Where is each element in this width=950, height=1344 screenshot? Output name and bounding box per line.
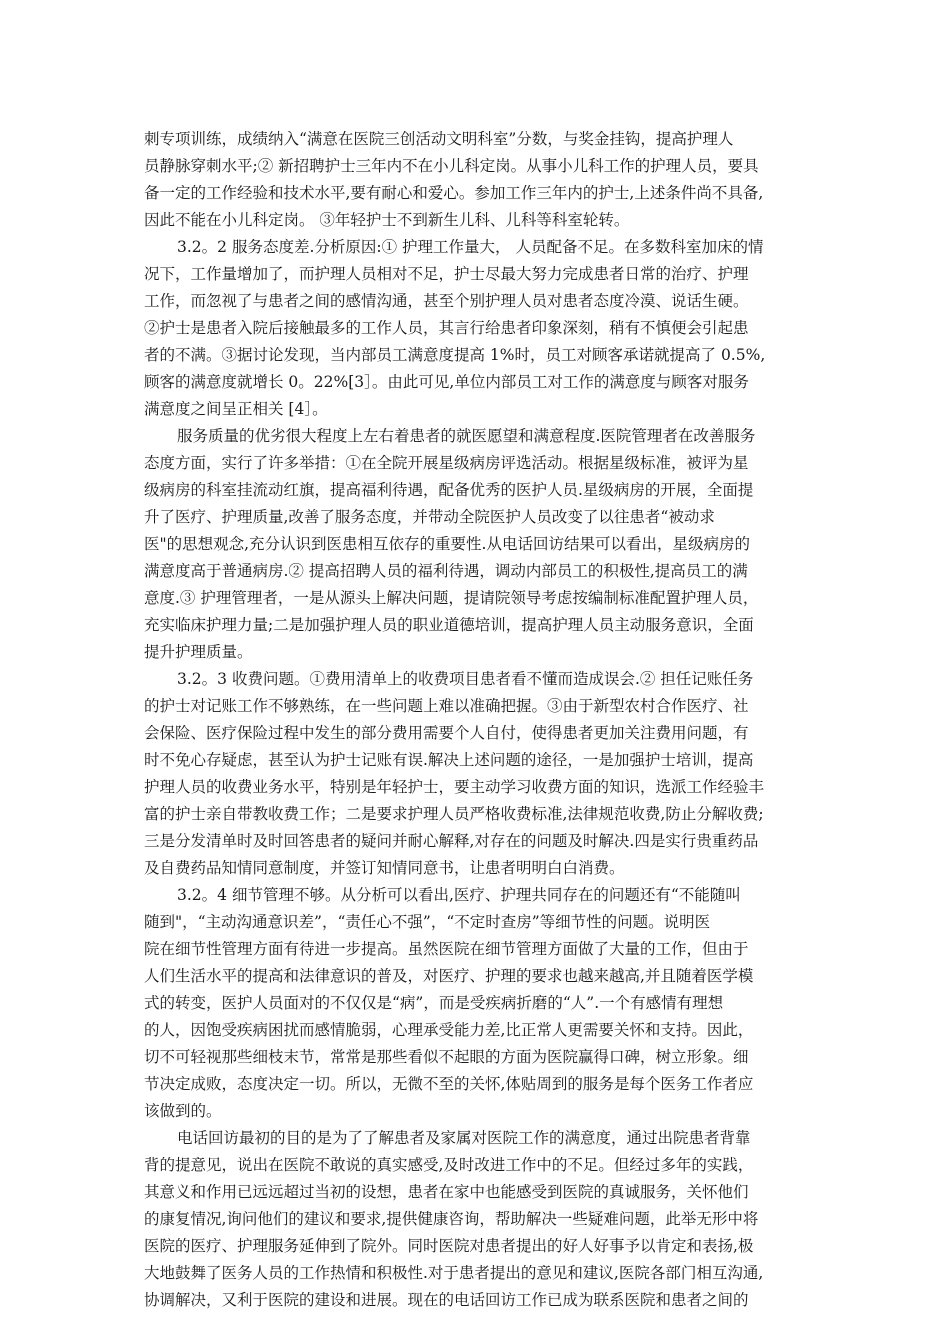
text-line: 人们生活水平的提高和法律意识的普及，对医疗、护理的要求也越来越高,并且随着医学模 — [144, 967, 754, 985]
text-line: 随到"，“主动沟通意识差”，“责任心不强”，“不定时查房”等细节性的问题。说明医 — [144, 913, 711, 931]
text-line: 提升护理质量。 — [144, 643, 253, 661]
text-line: 时不免心存疑虑，甚至认为护士记账有误.解决上述问题的途径，一是加强护士培训，提高 — [144, 751, 754, 769]
text-line: 升了医疗、护理质量,改善了服务态度，并带动全院医护人员改变了以往患者“被动求 — [144, 508, 715, 526]
text-line: 顾客的满意度就增长 0。22%[3］。由此可见,单位内部员工对工作的满意度与顾客对服务 — [144, 373, 749, 391]
text-line: 工作，而忽视了与患者之间的感情沟通，甚至个别护理人员对患者态度冷漠、说话生硬。 — [144, 292, 749, 310]
text-line: 式的转变，医护人员面对的不仅仅是“病”，而是受疾病折磨的“人”.一个有感情有理想 — [144, 994, 724, 1012]
text-line: 备一定的工作经验和技术水平,要有耐心和爱心。参加工作三年内的护士,上述条件尚不具备, — [144, 184, 764, 202]
text-line: 3.2。2 服务态度差.分析原因:① 护理工作量大， 人员配备不足。在多数科室加床的情 — [177, 238, 764, 256]
text-line: 协调解决，又利于医院的建设和进展。现在的电话回访工作已成为联系医院和患者之间的 — [144, 1291, 749, 1309]
text-line: 刺专项训练，成绩纳入“满意在医院三创活动文明科室”分数，与奖金挂钩，提高护理人 — [144, 130, 734, 148]
text-line: 满意度之间呈正相关 [4］。 — [144, 400, 328, 418]
text-line: 切不可轻视那些细枝末节，常常是那些看似不起眼的方面为医院赢得口碑，树立形象。细 — [144, 1048, 749, 1066]
text-line: 院在细节性管理方面有待进一步提高。虽然医院在细节管理方面做了大量的工作，但由于 — [144, 940, 749, 958]
text-line: 级病房的科室挂流动红旗，提高福利待遇，配备优秀的医护人员.星级病房的开展，全面提 — [144, 481, 754, 499]
paragraph-p5 — [144, 882, 814, 1125]
text-line: 三是分发清单时及时回答患者的疑问并耐心解释,对存在的问题及时解决.四是实行贵重药品 — [144, 832, 759, 850]
text-line: 3.2。4 细节管理不够。从分析可以看出,医疗、护理共同存在的问题还有“不能随叫 — [177, 886, 741, 904]
document-page — [144, 126, 814, 1314]
text-line: 大地鼓舞了医务人员的工作热情和积极性.对于患者提出的意见和建议,医院各部门相互沟通, — [144, 1264, 764, 1282]
text-line: 富的护士亲自带教收费工作；二是要求护理人员严格收费标准,法律规范收费,防止分解收费; — [144, 805, 764, 823]
text-line: 该做到的。 — [144, 1102, 222, 1120]
text-line: 医"的思想观念,充分认识到医患相互依存的重要性.从电话回访结果可以看出，星级病房的 — [144, 535, 750, 553]
text-line: ②护士是患者入院后接触最多的工作人员，其言行给患者印象深刻，稍有不慎便会引起患 — [144, 319, 749, 337]
text-line: 充实临床护理力量;二是加强护理人员的职业道德培训，提高护理人员主动服务意识，全面 — [144, 616, 754, 634]
paragraph-p4 — [144, 666, 814, 882]
text-line: 满意度高于普通病房.② 提高招聘人员的福利待遇，调动内部员工的积极性,提高员工的满 — [144, 562, 748, 580]
text-line: 及自费药品知情同意制度，并签订知情同意书，让患者明明白白消费。 — [144, 859, 625, 877]
text-line: 3.2。3 收费问题。①费用清单上的收费项目患者看不懂而造成误会.② 担任记账任务 — [177, 670, 754, 688]
text-line: 的人，因饱受疾病困扰而感情脆弱，心理承受能力差,比正常人更需要关怀和支持。因此， — [144, 1021, 754, 1039]
text-line: 节决定成败，态度决定一切。所以，无微不至的关怀,体贴周到的服务是每个医务工作者应 — [144, 1075, 754, 1093]
text-line: 医院的医疗、护理服务延伸到了院外。同时医院对患者提出的好人好事予以肯定和表扬,极 — [144, 1237, 754, 1255]
text-line: 电话回访最初的目的是为了了解患者及家属对医院工作的满意度，通过出院患者背靠 — [177, 1129, 751, 1147]
text-line: 背的提意见，说出在医院不敢说的真实感受,及时改进工作中的不足。但经过多年的实践， — [144, 1156, 754, 1174]
text-line: 的护士对记账工作不够熟练，在一些问题上难以准确把握。③由于新型农村合作医疗、社 — [144, 697, 749, 715]
text-line: 会保险、医疗保险过程中发生的部分费用需要个人自付，使得患者更加关注费用问题，有 — [144, 724, 749, 742]
text-line: 意度.③ 护理管理者，一是从源头上解决问题，提请院领导考虑按编制标准配置护理人员， — [144, 589, 759, 607]
text-line: 态度方面，实行了许多举措：①在全院开展星级病房评选活动。根据星级标准，被评为星 — [144, 454, 749, 472]
paragraph-p1 — [144, 126, 814, 234]
text-line: 的康复情况,询问他们的建议和要求,提供健康咨询，帮助解决一些疑难问题，此举无形中将 — [144, 1210, 759, 1228]
text-line: 因此不能在小儿科定岗。 ③年轻护士不到新生儿科、儿科等科室轮转。 — [144, 211, 630, 229]
paragraph-p3 — [144, 423, 814, 666]
paragraph-p6 — [144, 1125, 814, 1314]
text-line: 者的不满。③据讨论发现，当内部员工满意度提高 1%时，员工对顾客承诺就提高了 0.5%, — [144, 346, 766, 364]
text-line: 服务质量的优劣很大程度上左右着患者的就医愿望和满意程度.医院管理者在改善服务 — [177, 427, 756, 445]
text-line: 其意义和作用已远远超过当初的设想，患者在家中也能感受到医院的真诚服务，关怀他们 — [144, 1183, 749, 1201]
paragraph-p2 — [144, 234, 814, 423]
text-line: 况下，工作量增加了，而护理人员相对不足，护士尽最大努力完成患者日常的治疗、护理 — [144, 265, 749, 283]
text-line: 员静脉穿刺水平;② 新招聘护士三年内不在小儿科定岗。从事小儿科工作的护理人员，要具 — [144, 157, 759, 175]
text-line: 护理人员的收费业务水平，特别是年轻护士，要主动学习收费方面的知识，选派工作经验丰 — [144, 778, 765, 796]
